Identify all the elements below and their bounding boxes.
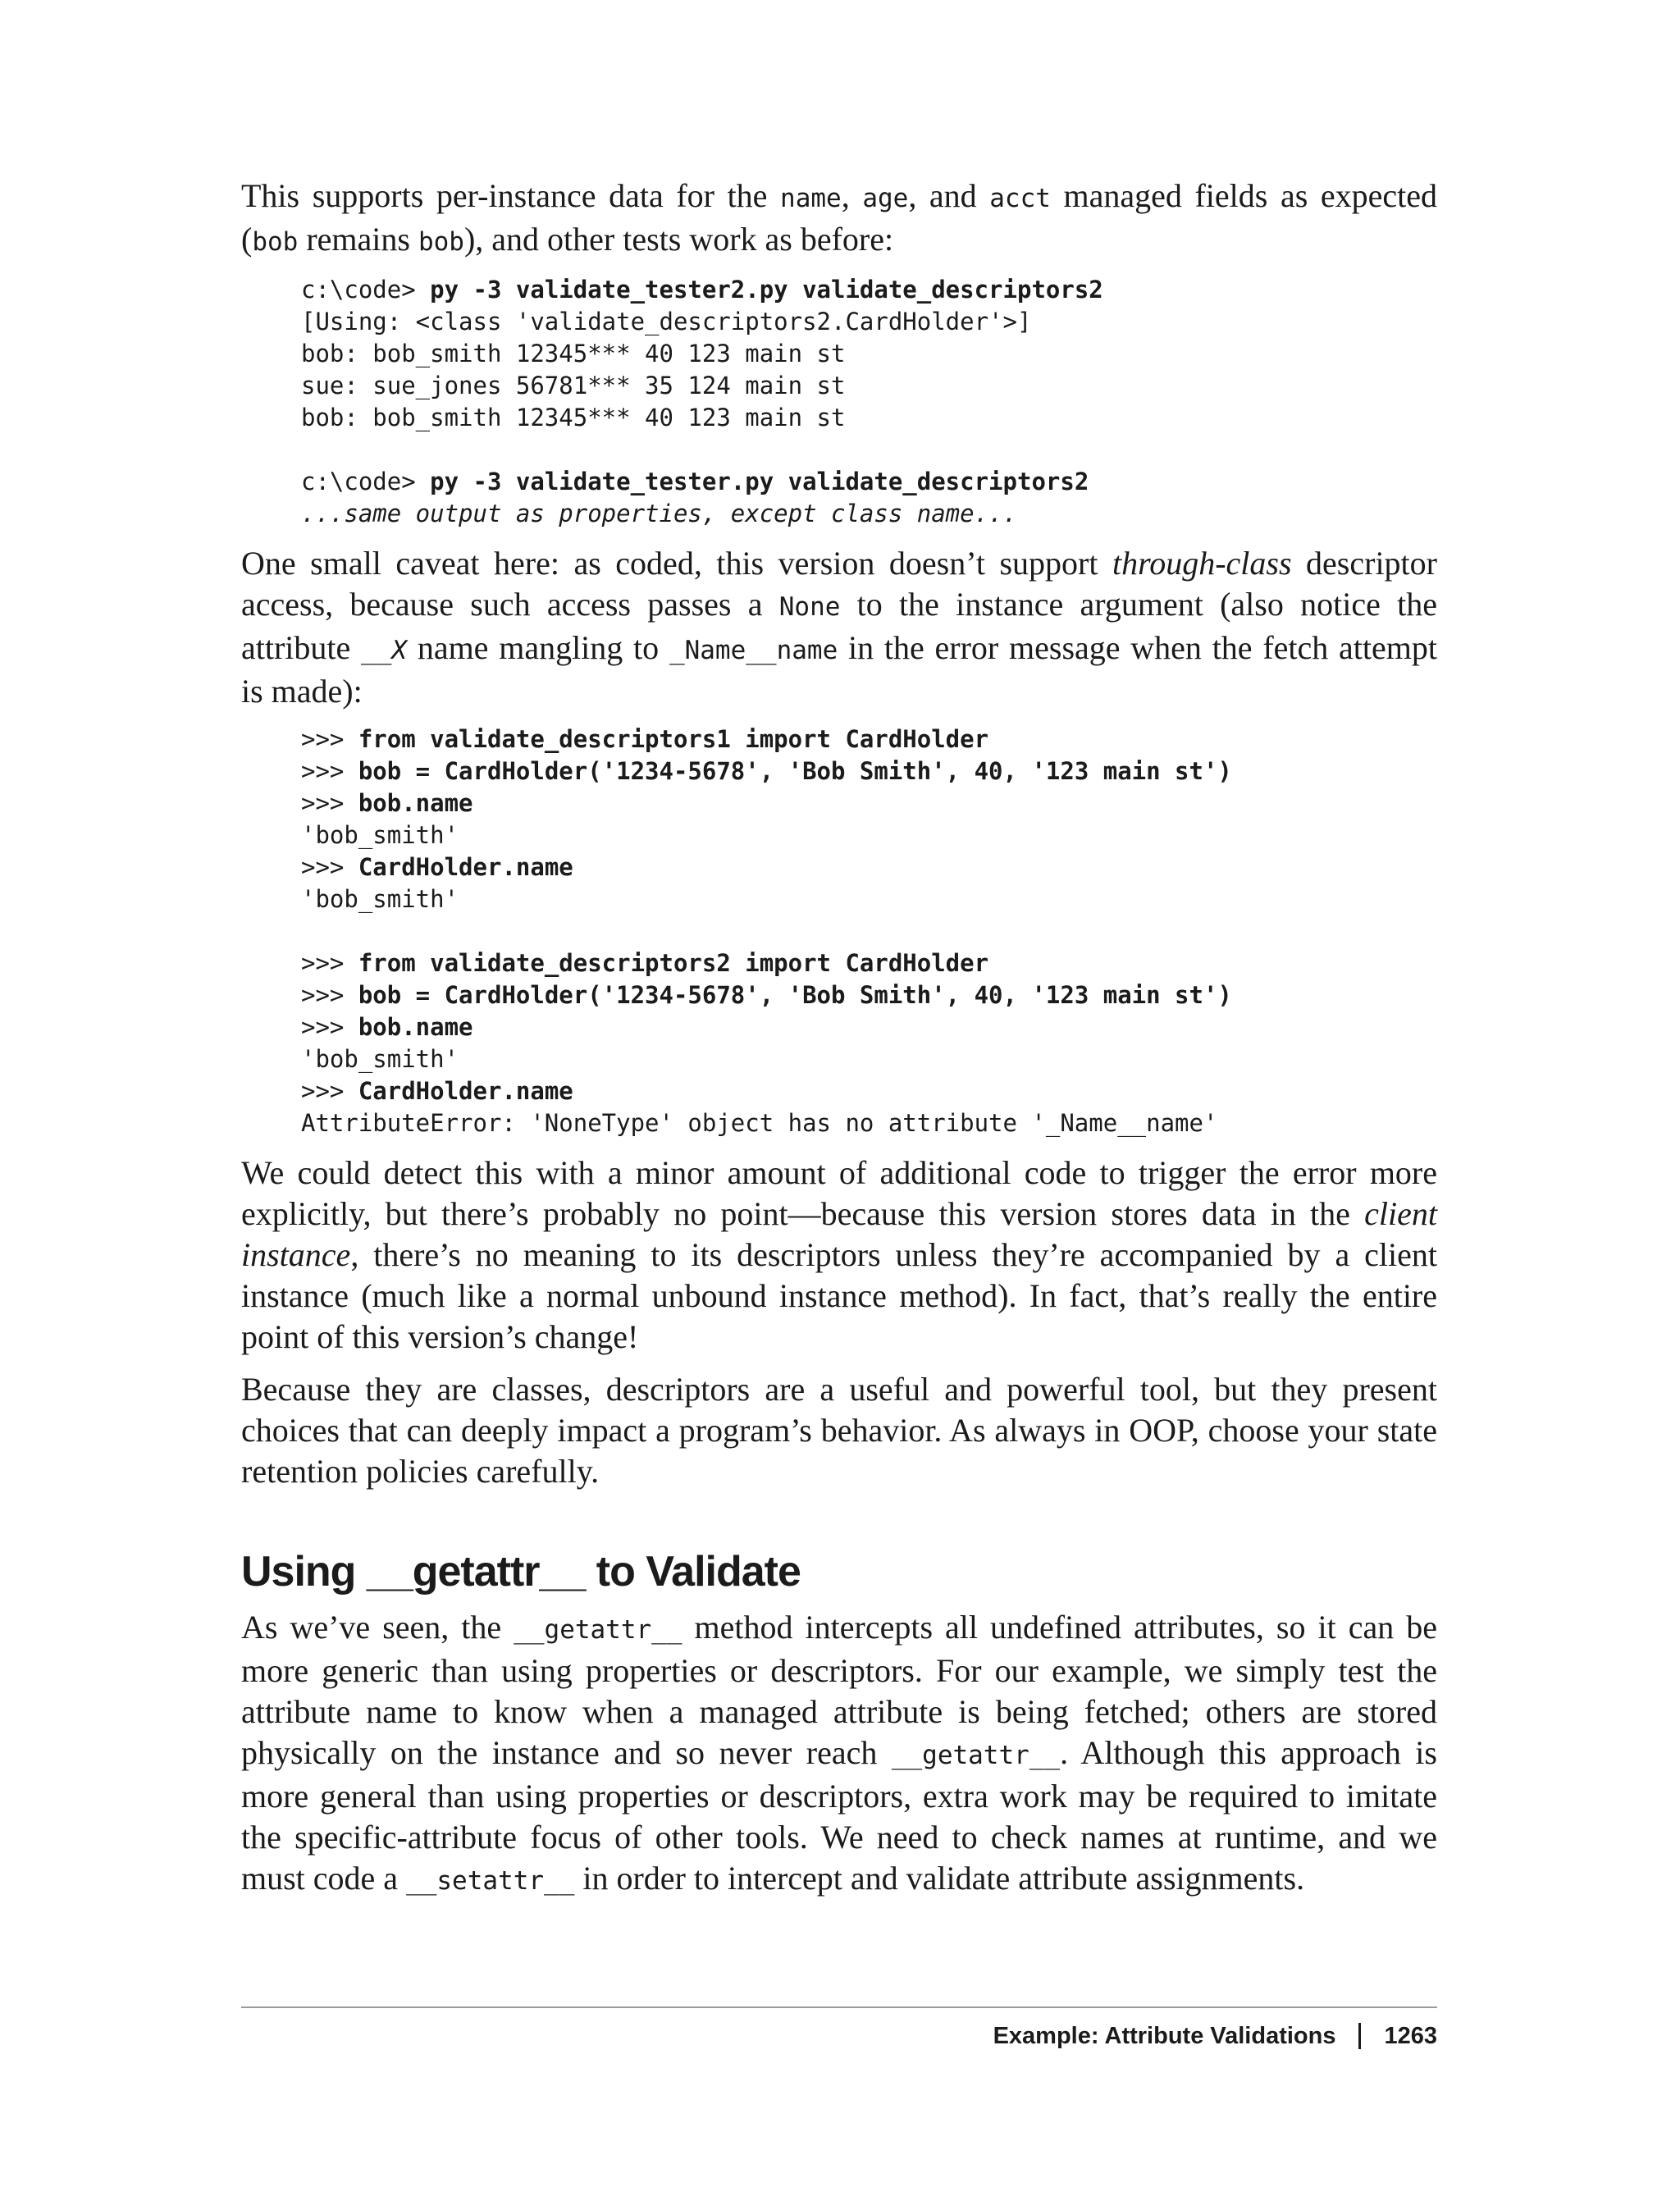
inline-code: age — [862, 184, 909, 213]
code-line: bob: bob_smith 12345*** 40 123 main st — [301, 404, 846, 431]
code-line: bob: bob_smith 12345*** 40 123 main st — [301, 340, 846, 368]
paragraph-caveat — [241, 543, 1437, 712]
text: to the instance argument (also notice the attribute — [241, 586, 1437, 666]
page-number: 1263 — [1384, 2023, 1437, 2049]
code-line — [301, 851, 1437, 883]
text: , there’s no meaning to its descriptors unless they’re accompanied by a client instance (much like a normal unbound instance method). In fact, that’s really the entire point of this version’s change! — [241, 1236, 1437, 1355]
code-line — [301, 724, 1437, 756]
blank-line — [301, 915, 1437, 947]
code-line — [301, 498, 1437, 530]
text: method intercepts all undefined attributes, so it can be more generic than using properties or descriptors. For our example, we simply test the attribute name to know when a managed attribute is being fetched; others are stored physically on the instance and so never reach — [241, 1609, 1438, 1771]
repl-prompt: >>> — [301, 1077, 358, 1105]
code-line — [301, 947, 1437, 979]
repl-prompt: >>> — [301, 981, 358, 1009]
repl-output: 'bob_smith' — [301, 885, 459, 913]
repl-prompt: >>> — [301, 789, 358, 817]
inline-code: bob — [252, 227, 299, 257]
paragraph-descriptors-classes: Because they are classes, descriptors are a useful and powerful tool, but they present choices that can deeply impact a program’s behavior. As always in OOP, choose your state retention policies carefully. — [241, 1371, 1437, 1490]
code-comment: ...same output as properties, except class name... — [301, 500, 1017, 527]
repl-input: bob = CardHolder('1234-5678', 'Bob Smith', 40, '123 main st') — [358, 981, 1232, 1009]
text: As we’ve seen, the — [241, 1609, 514, 1646]
footer-separator — [1358, 2023, 1361, 2049]
text: One small caveat here: as coded, this version doesn’t support — [241, 545, 1113, 582]
text: We could detect this with a minor amount of additional code to trigger the error more explicitly, but there’s probably no point—because this version stores data in the — [241, 1154, 1437, 1232]
repl-input: CardHolder.name — [358, 1077, 573, 1105]
shell-prompt: c:\code> — [301, 276, 431, 304]
repl-input: bob = CardHolder('1234-5678', 'Bob Smith', 40, '123 main st') — [358, 757, 1232, 785]
text: ), and other tests work as before: — [463, 221, 894, 258]
inline-code: None — [778, 592, 841, 622]
inline-code: bob — [418, 227, 464, 257]
repl-prompt: >>> — [301, 725, 358, 753]
text: managed fields as expected ( — [241, 177, 1437, 258]
inline-code: acct — [989, 184, 1051, 213]
repl-input: CardHolder.name — [358, 853, 573, 881]
repl-input: bob.name — [358, 789, 473, 817]
paragraph-getattr — [241, 1607, 1437, 1901]
text: name mangling to — [407, 629, 669, 666]
text: remains — [298, 221, 418, 258]
inline-code: name — [780, 184, 842, 213]
blank-line — [301, 434, 1437, 466]
repl-input: from validate_descriptors1 import CardHolder — [358, 725, 989, 753]
page-footer — [993, 2020, 1437, 2052]
code-block-tester-output — [301, 274, 1437, 530]
code-line: sue: sue_jones 56781*** 35 124 main st — [301, 372, 846, 399]
repl-prompt: >>> — [301, 1013, 358, 1041]
code-line: [Using: <class 'validate_descriptors2.CardHolder'>] — [301, 308, 1032, 336]
inline-code: __setattr__ — [406, 1866, 575, 1896]
page-content — [241, 176, 1437, 1913]
text: This supports per-instance data for the — [241, 177, 781, 214]
shell-command: py -3 validate_tester2.py validate_descriptors2 — [430, 276, 1103, 304]
section-heading: Using __getattr__ to Validate — [241, 1548, 801, 1596]
repl-input: from validate_descriptors2 import CardHolder — [358, 949, 989, 977]
text: in the error message when the fetch attempt is made): — [241, 629, 1437, 710]
repl-input: bob.name — [358, 1013, 473, 1041]
inline-code: __getattr__ — [514, 1615, 682, 1645]
code-block-interactive-session — [301, 724, 1437, 1139]
code-line — [301, 979, 1437, 1011]
repl-prompt: >>> — [301, 853, 358, 881]
inline-code: _Name__name — [669, 636, 838, 665]
inline-code: __getattr__ — [891, 1741, 1061, 1770]
emphasis: client instance — [241, 1195, 1437, 1273]
text: . Although this approach is more general than using properties or descriptors, extra work may be required to imitate the specific-attribute focus of other tools. We need to check names at runtime, and we must code a — [241, 1734, 1437, 1897]
code-line — [301, 788, 1437, 819]
code-line — [301, 1011, 1437, 1043]
footer-section-title: Example: Attribute Validations — [993, 2023, 1336, 2049]
text: descriptor access, because such access passes a — [241, 545, 1437, 623]
emphasis: through-class — [1112, 545, 1292, 582]
inline-code: __X — [361, 636, 408, 665]
repl-prompt: >>> — [301, 949, 358, 977]
repl-output: 'bob_smith' — [301, 1045, 459, 1073]
paragraph-detect-error — [241, 1153, 1437, 1358]
shell-prompt: c:\code> — [301, 468, 431, 495]
code-line — [301, 756, 1437, 788]
footer-divider — [241, 2006, 1437, 2008]
text: in order to intercept and validate attribute assignments. — [574, 1860, 1305, 1897]
repl-output: 'bob_smith' — [301, 821, 459, 849]
shell-command: py -3 validate_tester.py validate_descriptors2 — [430, 468, 1089, 495]
code-line — [301, 466, 1437, 498]
text: , — [841, 177, 863, 214]
repl-prompt: >>> — [301, 757, 358, 785]
paragraph-per-instance-data — [241, 176, 1437, 262]
repl-output: AttributeError: 'NoneType' object has no attribute '_Name__name' — [301, 1109, 1218, 1137]
text: , and — [908, 177, 990, 214]
code-line — [301, 1075, 1437, 1107]
code-line — [301, 274, 1437, 306]
